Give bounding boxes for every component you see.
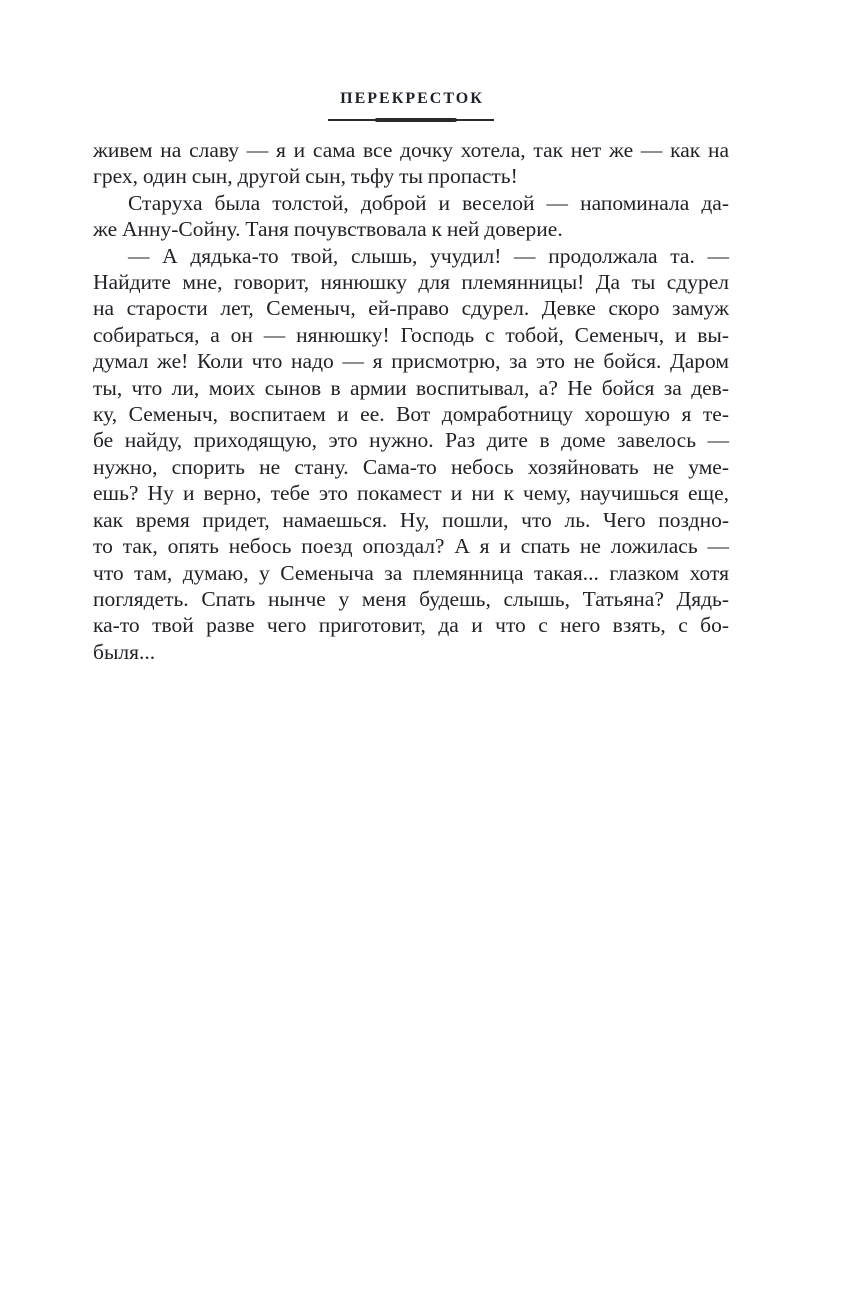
ornament-thick-bar <box>375 118 457 123</box>
text-line: Старуха была толстой, доброй и веселой — напоминала да- <box>128 190 729 215</box>
text-line: на старости лет, Семеныч, ей-право сдурел. Девке скоро замуж <box>93 296 729 321</box>
text-line: ку, Семеныч, воспитаем и ее. Вот домработницу хорошую я те- <box>93 402 729 427</box>
paragraph <box>93 243 729 666</box>
text-line: — А дядька-то твой, слышь, учудил! — продолжала та. — <box>128 243 729 268</box>
text-line: как время придет, намаешься. Ну, пошли, что ль. Чего поздно- <box>93 507 729 532</box>
text-line: поглядеть. Спать нынче у меня будешь, слышь, Татьяна? Дядь- <box>93 586 729 611</box>
paragraph <box>93 190 729 243</box>
text-line: быля... <box>93 639 156 664</box>
text-block <box>93 137 729 665</box>
text-line: живем на славу — я и сама все дочку хотела, так нет же — как на <box>93 138 729 162</box>
text-line: же Анну-Сойну. Таня почувствовала к ней доверие. <box>93 217 563 242</box>
text-line: грех, один сын, другой сын, тьфу ты пропасть! <box>93 164 518 189</box>
text-line: собираться, а он — нянюшку! Господь с тобой, Семеныч, и вы- <box>93 322 729 347</box>
text-line: Найдите мне, говорит, нянюшку для племянницы! Да ты сдурел <box>93 270 729 295</box>
text-line: бе найду, приходящую, это нужно. Раз дите в доме завелось — <box>93 428 729 453</box>
text-line: ешь? Ну и верно, тебе это покамест и ни к чему, научишься еще, <box>93 481 729 506</box>
paragraph <box>93 137 729 190</box>
header-ornament-divider <box>328 116 494 123</box>
text-line: нужно, спорить не стану. Сама-то небось хозяйновать не уме- <box>93 454 729 479</box>
text-line: ты, что ли, моих сынов в армии воспитывал, а? Не бойся за дев- <box>93 375 729 400</box>
chapter-title: ПЕРЕКРЕСТОК <box>340 90 484 107</box>
running-header <box>93 90 729 123</box>
text-line: ка-то твой разве чего приготовит, да и что с него взять, с бо- <box>93 613 729 638</box>
text-line: что там, думаю, у Семеныча за племянница такая... глазком хотя <box>93 560 729 585</box>
text-line: думал же! Коли что надо — я присмотрю, за это не бойся. Даром <box>93 349 729 374</box>
text-line: то так, опять небось поезд опоздал? А я и спать не ложилась — <box>93 534 729 559</box>
